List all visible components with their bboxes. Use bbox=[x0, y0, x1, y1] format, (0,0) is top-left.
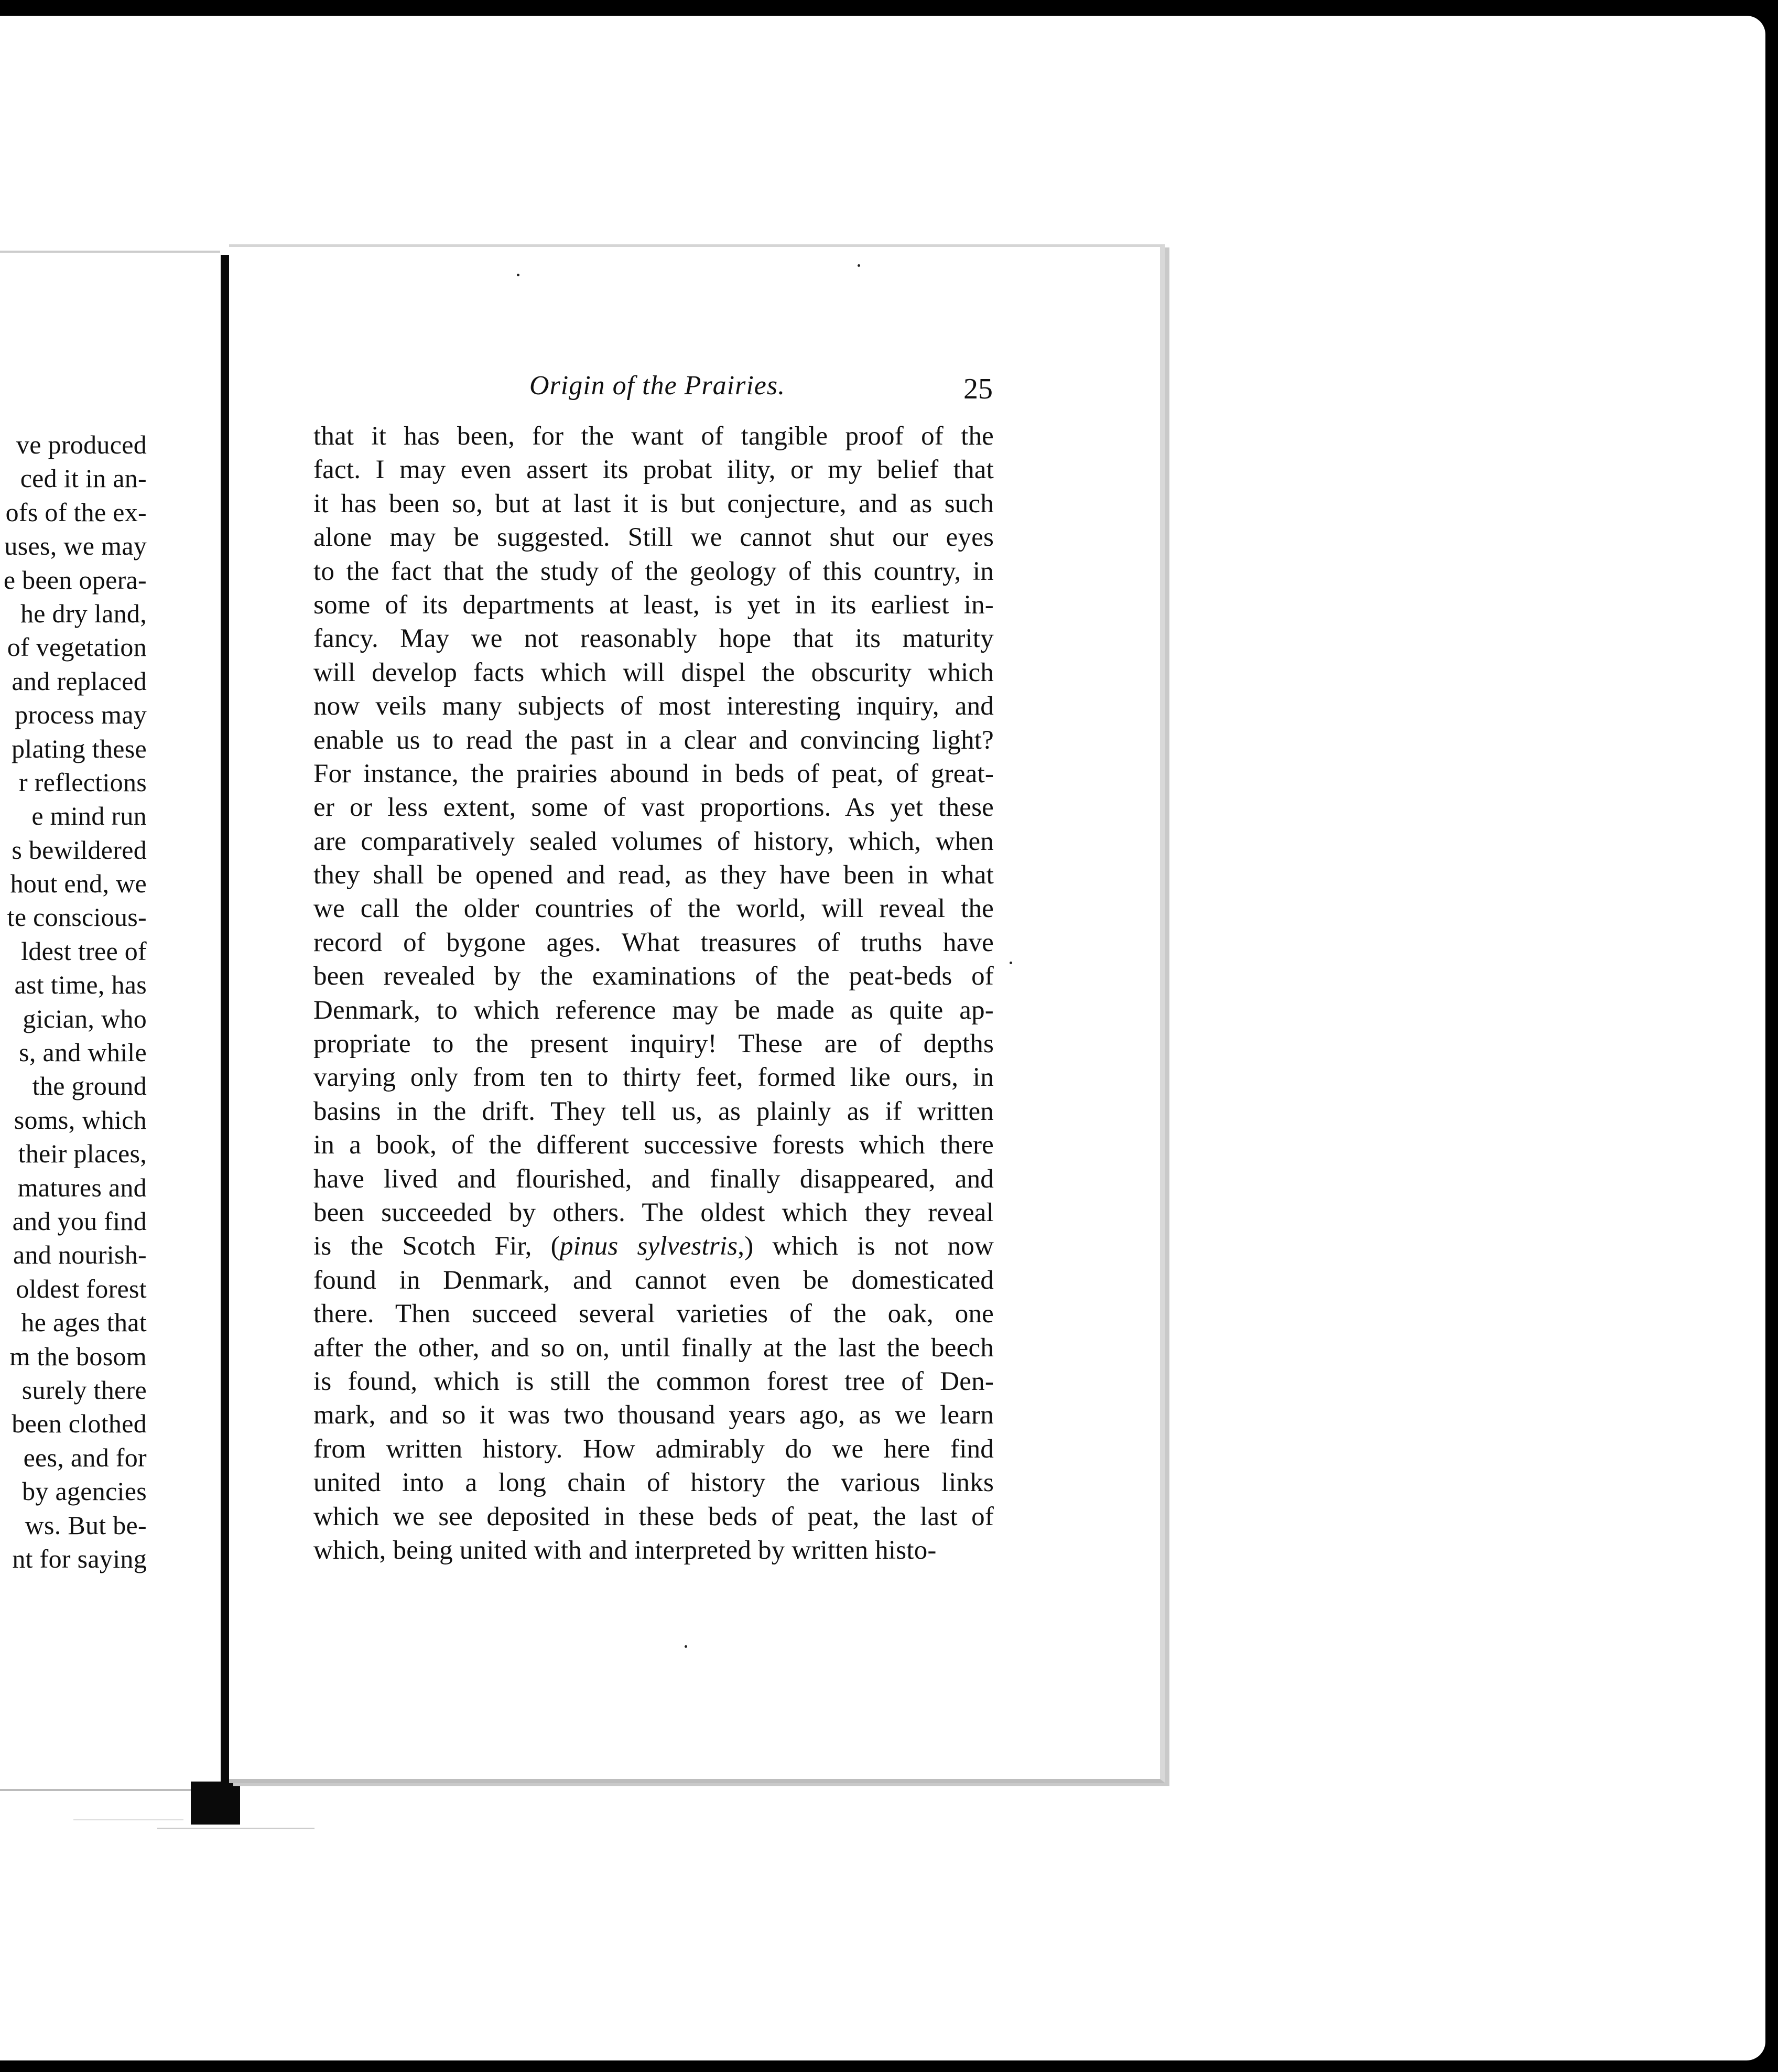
speck bbox=[517, 274, 519, 276]
text-line: is the Scotch Fir, (pinus sylvestris,) which is not now bbox=[313, 1232, 994, 1261]
shadow-line bbox=[73, 1819, 183, 1820]
text-line: and you find bbox=[12, 1206, 147, 1236]
text-line: of vegetation bbox=[7, 632, 147, 662]
binding-gutter bbox=[221, 255, 229, 1821]
text-line: process may bbox=[15, 700, 147, 730]
text-line: he ages that bbox=[21, 1308, 147, 1337]
text-line: e been opera- bbox=[3, 565, 147, 595]
text-line: by agencies bbox=[22, 1476, 147, 1506]
text-line: plating these bbox=[11, 733, 147, 763]
text-line: ast time, has bbox=[14, 970, 147, 1000]
text-line: after the other, and so on, until finally at the last the beech bbox=[313, 1333, 994, 1363]
text-line: record of bygone ages. What treasures of truths have bbox=[313, 927, 994, 957]
text-line: are comparatively sealed volumes of history, which, when bbox=[313, 826, 994, 856]
text-line: For instance, the prairies abound in beds of peat, of great- bbox=[313, 759, 994, 789]
text-line: and replaced bbox=[12, 666, 147, 696]
text-line: he dry land, bbox=[20, 598, 147, 628]
text-line: it has been so, but at last it is but conjecture, and as such bbox=[313, 489, 994, 519]
text-line: which we see deposited in these beds of peat, the last of bbox=[313, 1502, 994, 1531]
body-text bbox=[313, 419, 994, 1567]
text-line: found in Denmark, and cannot even be domesticated bbox=[313, 1265, 994, 1295]
text-line: s, and while bbox=[19, 1038, 147, 1067]
text-line: nt for saying bbox=[12, 1544, 147, 1573]
text-line: te conscious- bbox=[7, 902, 147, 932]
latin-name: pinus sylvestris bbox=[559, 1232, 738, 1261]
text-line: ldest tree of bbox=[21, 936, 147, 966]
text-line: ofs of the ex- bbox=[5, 497, 147, 527]
page-number: 25 bbox=[963, 373, 993, 405]
text-line: varying only from ten to thirty feet, formed like ours, in bbox=[313, 1063, 994, 1093]
text-line: ws. But be- bbox=[25, 1510, 147, 1540]
text-line: in a book, of the different successive forests which there bbox=[313, 1130, 994, 1160]
text-line: uses, we may bbox=[4, 531, 147, 561]
text-line: is found, which is still the common forest tree of Den- bbox=[313, 1366, 994, 1396]
text-line: mark, and so it was two thousand years ago, as we learn bbox=[313, 1400, 994, 1430]
text-line: fancy. May we not reasonably hope that its maturity bbox=[313, 624, 994, 654]
text-line: hout end, we bbox=[10, 869, 147, 899]
left-page-fragment bbox=[0, 251, 220, 1791]
speck bbox=[858, 264, 860, 267]
text-line: and nourish- bbox=[13, 1240, 147, 1270]
text-line: will develop facts which will dispel the obscurity which bbox=[313, 657, 994, 687]
text-line: oldest forest bbox=[16, 1274, 147, 1303]
text-line: m the bosom bbox=[9, 1341, 147, 1371]
speck bbox=[1010, 962, 1012, 964]
text-line: which, being united with and interpreted by written histo- bbox=[313, 1535, 937, 1565]
text-line: we call the older countries of the world, will reveal the bbox=[313, 894, 994, 924]
text-line: s bewildered bbox=[12, 835, 147, 865]
speck bbox=[685, 1645, 687, 1648]
text-line: gician, who bbox=[23, 1003, 147, 1033]
text-line: alone may be suggested. Still we cannot shut our eyes bbox=[313, 523, 994, 553]
text-line: been clothed bbox=[12, 1409, 147, 1439]
shadow-line bbox=[157, 1828, 315, 1829]
text-line: basins in the drift. They tell us, as plainly as if written bbox=[313, 1096, 994, 1126]
binding-mark bbox=[191, 1782, 240, 1825]
text-line: some of its departments at least, is yet in its earliest in- bbox=[313, 590, 994, 620]
text-line: they shall be opened and read, as they have been in what bbox=[313, 860, 994, 890]
text-line: that it has been, for the want of tangible proof of the bbox=[313, 422, 994, 451]
text-line: the ground bbox=[32, 1071, 147, 1101]
text-line: matures and bbox=[17, 1172, 147, 1202]
text-line: been succeeded by others. The oldest which they reveal bbox=[313, 1197, 994, 1227]
text-line: propriate to the present inquiry! These are of depths bbox=[313, 1029, 994, 1059]
text-line: there. Then succeed several varieties of the oak, one bbox=[313, 1299, 994, 1329]
text-line: er or less extent, some of vast proportions. As yet these bbox=[313, 793, 994, 823]
text-line: surely there bbox=[21, 1375, 147, 1405]
text-line: ve produced bbox=[16, 430, 147, 459]
text-line: ced it in an- bbox=[20, 463, 147, 493]
left-page-text bbox=[4, 428, 147, 1575]
text-line: soms, which bbox=[14, 1105, 147, 1135]
text-line: to the fact that the study of the geology of this country, in bbox=[313, 556, 994, 586]
text-line: their places, bbox=[18, 1139, 147, 1169]
text-line: fact. I may even assert its probat ility, or my belief that bbox=[313, 455, 994, 485]
text-line: enable us to read the past in a clear and convincing light? bbox=[313, 725, 994, 755]
text-line: now veils many subjects of most interesting inquiry, and bbox=[313, 692, 994, 721]
text-line: from written history. How admirably do we here find bbox=[313, 1434, 994, 1464]
text-line: been revealed by the examinations of the peat-beds of bbox=[313, 962, 994, 991]
running-head: Origin of the Prairies. bbox=[529, 371, 786, 401]
text-line: have lived and flourished, and finally disappeared, and bbox=[313, 1164, 994, 1194]
text-line: Denmark, to which reference may be made as quite ap- bbox=[313, 995, 994, 1025]
text-line: united into a long chain of history the various links bbox=[313, 1468, 994, 1498]
text-line: ees, and for bbox=[23, 1442, 147, 1472]
text-line: e mind run bbox=[31, 801, 147, 831]
text-line: r reflections bbox=[18, 767, 147, 797]
